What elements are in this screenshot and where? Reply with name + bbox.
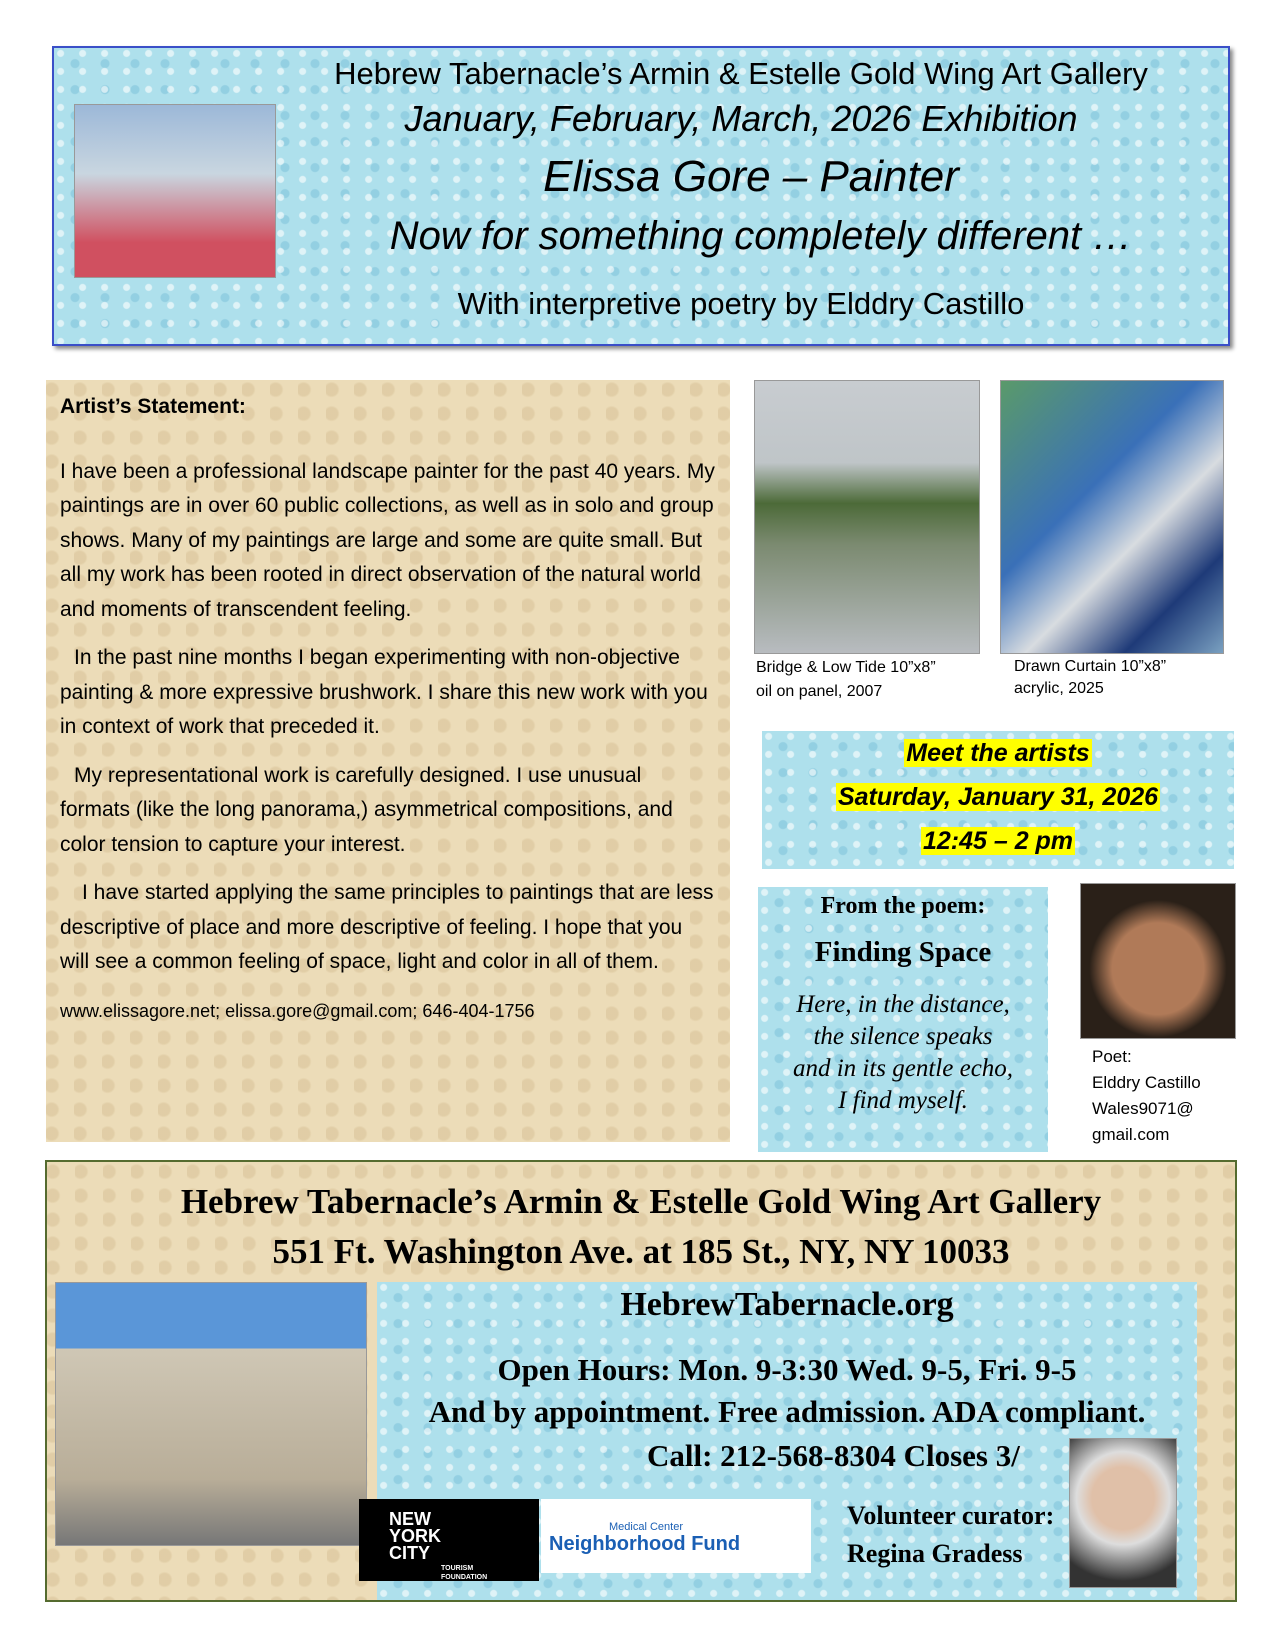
- statement-paragraph: I have started applying the same principles to paintings that are less descriptive of place and more descriptive of feeling. I hope that you will see a common feeling of space, light and color in all of them.: [60, 881, 714, 973]
- admission-info: And by appointment. Free admission. ADA compliant.: [428, 1394, 1146, 1429]
- meet-artists-box: [762, 731, 1234, 869]
- poem-box: [758, 887, 1048, 1152]
- nyc-tourism-logo: NEW YORK CITY TOURISM FOUNDATION: [359, 1499, 539, 1581]
- statement-heading: Artist’s Statement:: [60, 395, 246, 418]
- event-time: 12:45 – 2 pm: [922, 827, 1074, 855]
- painting-caption: Drawn Curtain 10”x8” acrylic, 2025: [1014, 658, 1167, 697]
- footer-address: 551 Ft. Washington Ave. at 185 St., NY, NY 10033: [272, 1232, 1010, 1271]
- statement-paragraph: I have been a professional landscape painter for the past 40 years. My paintings are in over 60 public collections, as well as in solo and group shows. Many of my paintings are large and some are quite small. But all my work has been rooted in direct observation of the natural world and moments of transcendent feeling.: [60, 459, 715, 621]
- event-date: Saturday, January 31, 2026: [837, 783, 1159, 811]
- footer-gallery-name: Hebrew Tabernacle’s Armin & Estelle Gold Wing Art Gallery: [180, 1182, 1102, 1221]
- painting-drawn-curtain: [1000, 380, 1224, 654]
- poem-intro: From the poem:: [820, 893, 986, 919]
- painting-bridge-low-tide: [754, 380, 980, 654]
- artist-title: Elissa Gore – Painter: [543, 152, 959, 201]
- tagline: Now for something completely different …: [389, 214, 1133, 258]
- curator-photo: [1069, 1438, 1177, 1588]
- event-title: Meet the artists: [906, 739, 1090, 767]
- artist-contact: www.elissagore.net; elissa.gore@gmail.com; 646-404-1756: [60, 1000, 535, 1021]
- website-link[interactable]: HebrewTabernacle.org: [620, 1286, 954, 1323]
- exhibition-dates: January, February, March, 2026 Exhibition: [404, 98, 1078, 139]
- poet-info: Poet: Elddry Castillo Wales9071@ gmail.com: [1092, 1047, 1201, 1144]
- neighborhood-fund-logo: Medical Center Neighborhood Fund: [541, 1499, 811, 1573]
- open-hours: Open Hours: Mon. 9-3:30 Wed. 9-5, Fri. 9-5: [497, 1352, 1077, 1387]
- poem-lines: Here, in the distance, the silence speaks and in its gentle echo, I find myself.: [792, 991, 1014, 1114]
- statement-paragraph: My representational work is carefully designed. I use unusual formats (like the long panorama,) asymmetrical compositions, and color tension to capture your interest.: [60, 763, 673, 856]
- poet-photo: [1080, 883, 1236, 1039]
- header-banner: [52, 46, 1230, 346]
- artist-statement: [46, 380, 730, 1142]
- gallery-name: Hebrew Tabernacle’s Armin & Estelle Gold Wing Art Gallery: [334, 56, 1148, 91]
- gallery-info-footer: [45, 1160, 1237, 1602]
- phone-and-closing: Call: 212-568-8304 Closes 3/: [647, 1438, 1020, 1473]
- poem-title: Finding Space: [814, 936, 992, 968]
- poetry-credit: With interpretive poetry by Elddry Castillo: [457, 286, 1025, 321]
- painting-caption: Bridge & Low Tide 10”x8” oil on panel, 2007: [756, 659, 936, 700]
- curator-info: Volunteer curator: Regina Gradess: [847, 1501, 1055, 1568]
- statement-paragraph: In the past nine months I began experimenting with non-objective painting & more expressive brushwork. I share this new work with you in context of work that preceded it.: [60, 646, 708, 738]
- building-photo: [55, 1282, 367, 1546]
- artist-photo: [74, 104, 276, 278]
